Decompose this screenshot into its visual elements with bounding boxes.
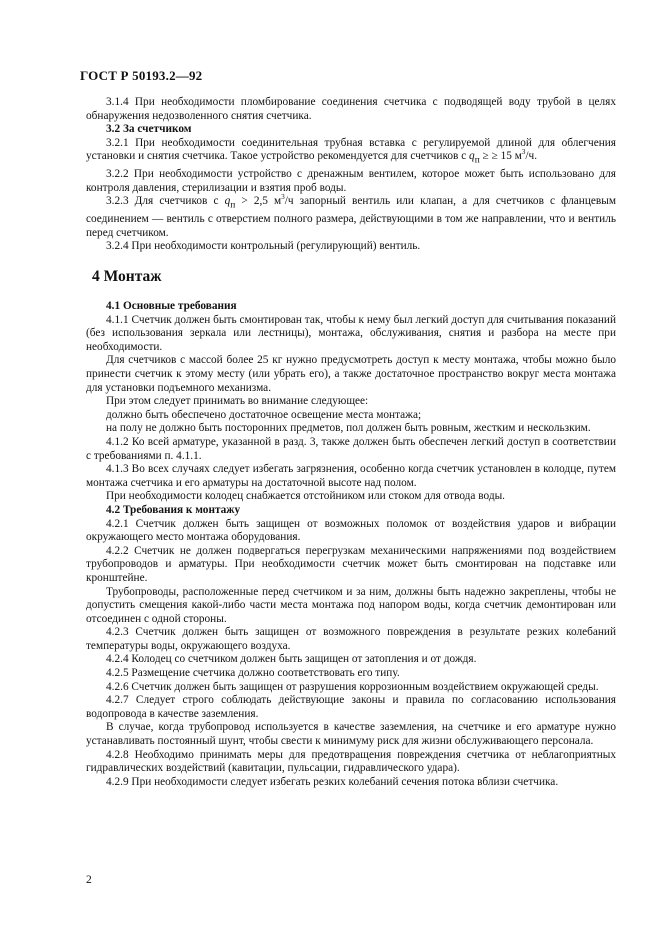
subsection-heading-3-2: 3.2 За счетчиком	[106, 123, 192, 136]
section-heading-4: 4 Монтаж	[92, 268, 162, 286]
paragraph-3-1-4: 3.1.4 При необходимости пломбирование соединения счетчика с подводящей воду трубой в целях обнаружения недозволенного снятия счетчика.	[86, 96, 616, 122]
paragraph-4-2-4: 4.2.4 Колодец со счетчиком должен быть защищен от затопления и от дождя.	[106, 653, 477, 666]
paragraph-4-1-1: 4.1.1 Счетчик должен быть смонтирован так, чтобы к нему был легкий доступ для считывания показаний (без использования зеркала или лестницы), монтажа, обслуживания, снятия и разбора на месте при необходимости.	[86, 313, 616, 353]
paragraph-4-1-1-e: на полу не должно быть посторонних предметов, пол должен быть ровным, жестким и нескользким.	[106, 422, 591, 435]
paragraph-3-2-2: 3.2.2 При необходимости устройство с дренажным вентилем, которое может быть использовано для контроля давления, стерилизации и взятия проб воды.	[86, 168, 616, 194]
subsection-heading-4-1: 4.1 Основные требования	[106, 300, 237, 313]
paragraph-4-2-9: 4.2.9 При необходимости следует избегать резких колебаний сечения потока вблизи счетчика.	[106, 775, 559, 788]
paragraph-4-2-2-b: Трубопроводы, расположенные перед счетчиком и за ним, должны быть надежно закреплены, чтобы не допустить смещения какой-либо части места монтажа под напором воды, когда счетчик демонтирован или отсоединен с одной стороны.	[86, 585, 616, 625]
paragraph-3-2-1: 3.2.1 При необходимости соединительная трубная вставка с регулируемой длиной для облегчения установки и снятия счетчика. Такое устройство рекомендуется для счетчиков с $q_п$ ≥ ≥ 15 $м^3/ч$.	[86, 136, 616, 166]
paragraph-3-2-4: 3.2.4 При необходимости контрольный (регулирующий) вентиль.	[106, 240, 421, 253]
subsection-heading-4-2: 4.2 Требования к монтажу	[106, 503, 241, 516]
paragraph-4-1-1-c: При этом следует принимать во внимание следующее:	[106, 395, 369, 408]
paragraph-4-1-3-b: При необходимости колодец снабжается отстойником или стоком для отвода воды.	[106, 490, 505, 503]
paragraph-4-2-2: 4.2.2 Счетчик не должен подвергаться перегрузкам механическими напряжениями под воздействием трубопроводов и арматуры. При необходимости счетчик может быть смонтирован на подставке или кронштейне.	[86, 544, 616, 584]
document-header: ГОСТ Р 50193.2—92	[80, 68, 203, 83]
paragraph-4-2-1: 4.2.1 Счетчик должен быть защищен от возможных поломок от воздействия ударов и вибрации окружающего место монтажа оборудования.	[86, 517, 616, 544]
paragraph-4-1-1-b: Для счетчиков с массой более 25 кг нужно предусмотреть доступ к месту монтажа, чтобы можно было принести счетчик к этому месту (или убрать его), а также достаточное пространство вокруг места монтажа для установки подъемного механизма.	[86, 354, 616, 394]
paragraph-4-2-8: 4.2.8 Необходимо принимать меры для предотвращения повреждения счетчика от неблагоприятных гидравлических воздействий (кавитации, пульсации, гидравлического удара).	[86, 748, 616, 775]
paragraph-4-2-6: 4.2.6 Счетчик должен быть защищен от разрушения коррозионным воздействием окружающей среды.	[106, 680, 599, 693]
paragraph-4-2-7: 4.2.7 Следует строго соблюдать действующие законы и правила по согласованию использования водопровода в качестве заземления.	[86, 694, 616, 720]
paragraph-4-1-2: 4.1.2 Ко всей арматуре, указанной в разд. 3, также должен быть обеспечен легкий доступ в соответствии с требованиями п. 4.1.1.	[86, 435, 616, 462]
page-number: 2	[86, 874, 92, 886]
paragraph-4-2-5: 4.2.5 Размещение счетчика должно соответствовать его типу.	[106, 667, 400, 680]
document-body	[86, 96, 616, 789]
paragraph-4-2-3: 4.2.3 Счетчик должен быть защищен от возможного повреждения в результате резких колебаний температуры воды, окружающего воздуха.	[86, 626, 616, 652]
paragraph-3-2-3: 3.2.3 Для счетчиков с $q_п > 2,5$ $м^3/ч$ запорный вентиль или клапан, а для счетчиков с фланцевым соединением — вентиль с отверстием полного размера, действующими в том же направлении, что и вентиль перед счетчиком.	[86, 193, 616, 239]
paragraph-4-1-3: 4.1.3 Во всех случаях следует избегать загрязнения, особенно когда счетчик установлен в колодце, путем монтажа счетчика и его арматуры на достаточной высоте над полом.	[86, 463, 616, 489]
paragraph-4-2-7-b: В случае, когда трубопровод используется в качестве заземления, на счетчике и его арматуре нужно устанавливать постоянный шунт, чтобы свести к минимуму риск для жизни обслуживающего персонала.	[86, 721, 616, 748]
paragraph-4-1-1-d: должно быть обеспечено достаточное освещение места монтажа;	[106, 408, 422, 421]
